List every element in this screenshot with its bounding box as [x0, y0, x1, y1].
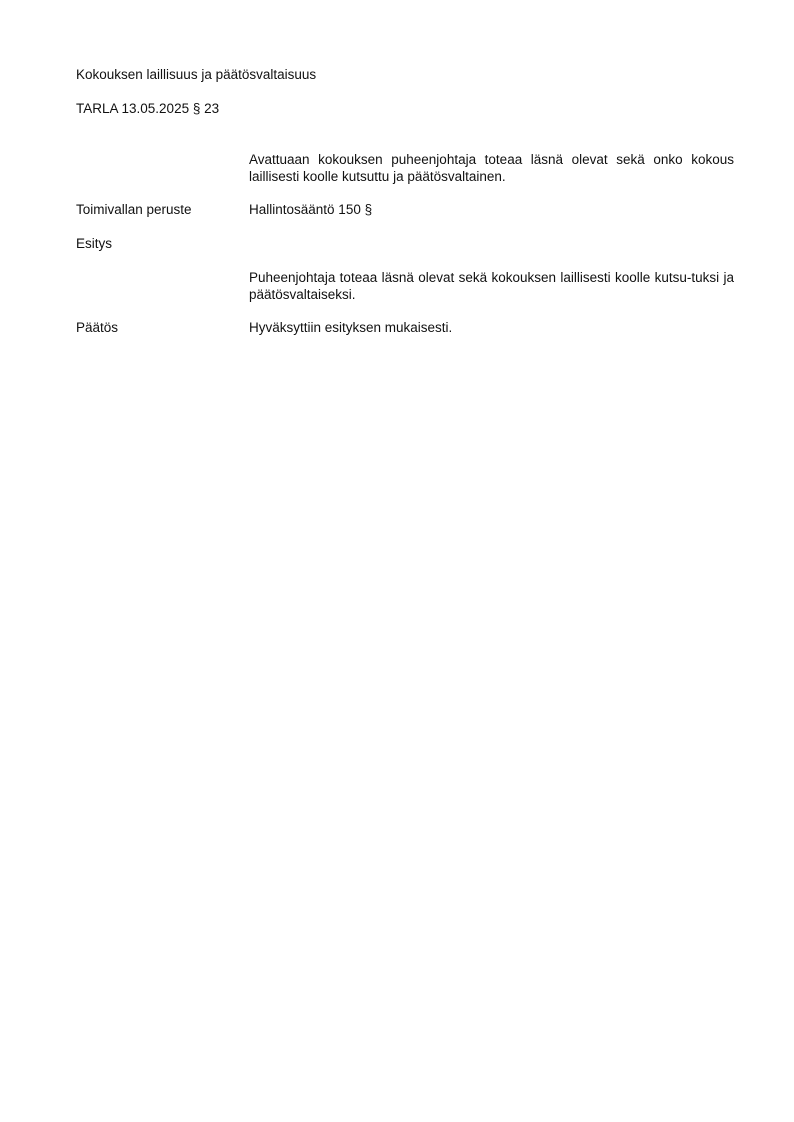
- decision-text: Hyväksyttiin esityksen mukaisesti.: [249, 320, 453, 335]
- section-title: Kokouksen laillisuus ja päätösvaltaisuus: [76, 67, 317, 82]
- intro-text: Avattuaan kokouksen puheenjohtaja toteaa läsnä olevat sekä onko kokous laillisesti koolle kutsuttu ja päätösvaltainen.: [249, 152, 734, 184]
- proposal-text: Puheenjohtaja toteaa läsnä olevat sekä kokouksen laillisesti koolle kutsu-tuksi ja päätösvaltaiseksi.: [249, 270, 734, 302]
- proposal-label: Esitys: [76, 236, 113, 251]
- meeting-reference: TARLA 13.05.2025 § 23: [76, 101, 220, 116]
- decision-label: Päätös: [76, 320, 119, 335]
- authority-value: Hallintosääntö 150 §: [249, 202, 373, 217]
- authority-label: Toimivallan peruste: [76, 202, 192, 217]
